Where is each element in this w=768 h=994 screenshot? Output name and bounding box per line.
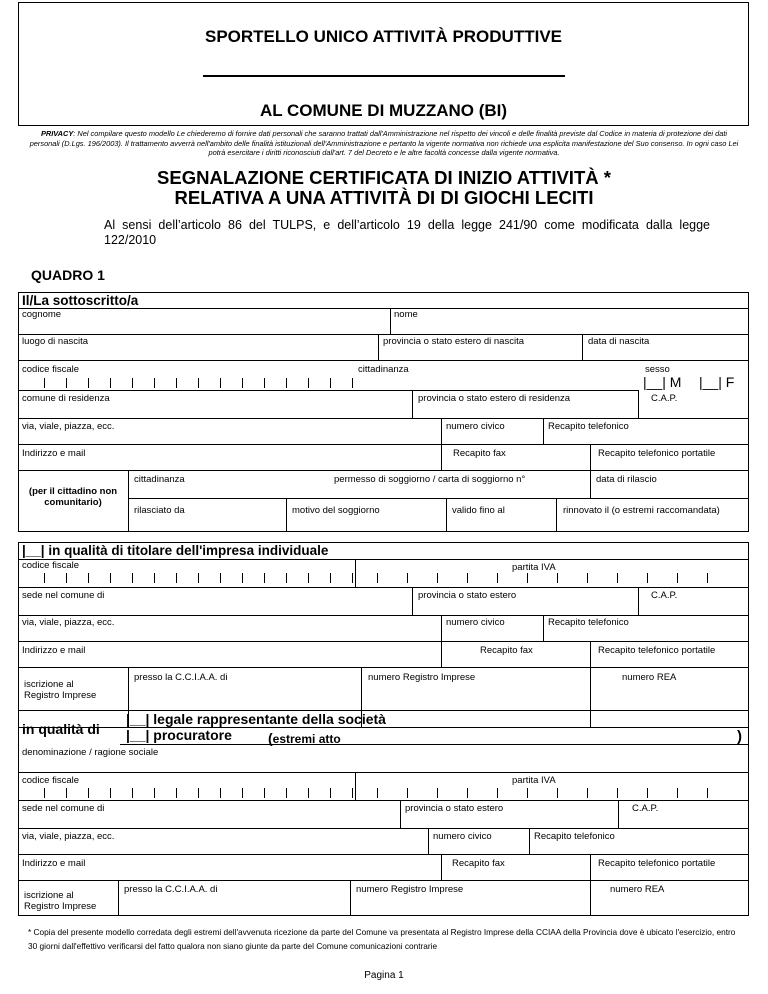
rule bbox=[638, 587, 639, 615]
rule bbox=[543, 418, 544, 444]
label-nome: nome bbox=[394, 309, 418, 320]
rule bbox=[618, 800, 619, 828]
rule bbox=[128, 470, 129, 532]
nome-field[interactable] bbox=[396, 321, 742, 333]
checkbox-titolare[interactable]: |__| in qualità di titolare dell'impresa individuale bbox=[22, 543, 329, 558]
label-iscrizione bbox=[24, 890, 96, 912]
label-non-eu bbox=[18, 486, 128, 508]
label-fax: Recapito fax bbox=[452, 858, 505, 869]
rule bbox=[18, 772, 749, 773]
label-via: via, viale, piazza, ecc. bbox=[22, 617, 115, 628]
label-prov: provincia o stato estero bbox=[405, 803, 504, 814]
label-cciaa: presso la C.C.I.A.A. di bbox=[134, 672, 228, 683]
cell-field[interactable] bbox=[596, 655, 742, 667]
label-num-registro: numero Registro Imprese bbox=[356, 884, 464, 895]
label-sesso: sesso bbox=[645, 364, 670, 375]
partita-iva-boxes[interactable] bbox=[377, 788, 708, 798]
label-email: Indirizzo e mail bbox=[22, 858, 86, 869]
rule bbox=[582, 334, 583, 360]
via-field[interactable] bbox=[24, 841, 422, 853]
email-field[interactable] bbox=[24, 868, 434, 880]
footnote: * Copia del presente modello corredata degli estremi dell'avvenuta ricezione da parte del Comune va presentata al Registro Imprese della CCIAA della Provincia dove è ubicato l'esercizio, entro 30 giorni dall'effettivo verificarsi del fatto qualora non siano giunte da parte del Comune comunicazioni contrarie bbox=[28, 927, 736, 951]
label-cell: Recapito telefonico portatile bbox=[598, 645, 716, 656]
rule bbox=[441, 615, 442, 641]
label-permesso: permesso di soggiorno / carta di soggiorno n° bbox=[334, 474, 526, 485]
estremi-text: estremi atto bbox=[272, 732, 341, 746]
cap-field[interactable] bbox=[624, 814, 742, 826]
rule bbox=[286, 498, 287, 532]
rule bbox=[590, 444, 591, 470]
label-email: Indirizzo e mail bbox=[22, 645, 86, 656]
rule bbox=[18, 418, 749, 419]
rule bbox=[556, 498, 557, 532]
label-via: via, viale, piazza, ecc. bbox=[22, 421, 115, 432]
sede-field[interactable] bbox=[24, 814, 394, 826]
label-iscrizione-line1: iscrizione al bbox=[24, 679, 74, 690]
label-ne-cittadinanza: cittadinanza bbox=[134, 474, 185, 485]
cap-field[interactable] bbox=[644, 601, 742, 613]
prov-residenza-field[interactable] bbox=[418, 404, 632, 416]
rule bbox=[428, 828, 429, 854]
rule bbox=[543, 615, 544, 641]
label-sede: sede nel comune di bbox=[22, 590, 105, 601]
label-cciaa: presso la C.C.I.A.A. di bbox=[124, 884, 218, 895]
cciaa-field[interactable] bbox=[124, 899, 344, 911]
document-title-line2: RELATIVA A UNA ATTIVITÀ DI DI GIOCHI LECITI bbox=[174, 187, 594, 208]
estremi-atto-field[interactable] bbox=[352, 730, 732, 744]
data-rilascio-field[interactable] bbox=[596, 485, 742, 497]
codice-fiscale-boxes[interactable] bbox=[44, 378, 353, 388]
label-comune-residenza: comune di residenza bbox=[22, 393, 110, 404]
privacy-label: PRIVACY bbox=[40, 129, 74, 138]
label-cap: C.A.P. bbox=[651, 393, 678, 404]
label-non-eu-line1: (per il cittadino non bbox=[28, 486, 118, 497]
valido-field[interactable] bbox=[452, 518, 550, 530]
label-data-nascita: data di nascita bbox=[588, 336, 650, 347]
codice-fiscale-boxes[interactable] bbox=[44, 573, 353, 583]
label-rinnovato: rinnovato il (o estremi raccomandata) bbox=[563, 505, 720, 516]
rule bbox=[441, 854, 442, 880]
rule bbox=[355, 559, 356, 587]
privacy-notice bbox=[28, 129, 740, 158]
label-numero-civico: numero civico bbox=[446, 617, 505, 628]
numero-civico-field[interactable] bbox=[446, 431, 538, 443]
label-cap: C.A.P. bbox=[651, 590, 678, 601]
header-divider bbox=[203, 75, 565, 77]
rea-field[interactable] bbox=[596, 899, 742, 911]
rule bbox=[120, 744, 749, 745]
rule bbox=[350, 880, 351, 916]
rule bbox=[18, 800, 749, 801]
intro-text: Al sensi dell’articolo 86 del TULPS, e dell’articolo 19 della legge 241/90 come modificata dalla legge 122/2010 bbox=[104, 218, 710, 247]
label-rilasciato-da: rilasciato da bbox=[134, 505, 185, 516]
label-cap: C.A.P. bbox=[632, 803, 659, 814]
cap-residenza-field[interactable] bbox=[644, 404, 742, 416]
numero-civico-field[interactable] bbox=[434, 841, 524, 853]
label-codice-fiscale: codice fiscale bbox=[22, 560, 80, 571]
motivo-field[interactable] bbox=[292, 518, 440, 530]
estremi-open: ( bbox=[268, 730, 273, 746]
cognome-field[interactable] bbox=[24, 321, 384, 333]
quadro-label: QUADRO 1 bbox=[31, 267, 105, 283]
label-prov: provincia o stato estero bbox=[418, 590, 517, 601]
rule bbox=[118, 880, 119, 916]
rule bbox=[590, 470, 591, 498]
document-title-line1: SEGNALAZIONE CERTIFICATA DI INIZIO ATTIVITÀ * bbox=[157, 167, 611, 188]
prov-field[interactable] bbox=[418, 601, 632, 613]
rule bbox=[18, 641, 749, 642]
label-iscrizione-line2: Registro Imprese bbox=[24, 690, 97, 701]
rule bbox=[446, 498, 447, 532]
rule bbox=[18, 615, 749, 616]
label-sede: sede nel comune di bbox=[22, 803, 105, 814]
label-fax: Recapito fax bbox=[453, 448, 506, 459]
rule bbox=[390, 308, 391, 334]
sede-field[interactable] bbox=[24, 601, 406, 613]
label-recapito-tel: Recapito telefonico bbox=[548, 617, 629, 628]
label-recapito-tel: Recapito telefonico bbox=[534, 831, 615, 842]
rule bbox=[18, 854, 749, 855]
rule bbox=[18, 559, 749, 560]
permesso-field[interactable] bbox=[334, 485, 584, 497]
label-cittadinanza: cittadinanza bbox=[358, 364, 409, 375]
prov-field[interactable] bbox=[406, 814, 612, 826]
label-prov-nascita: provincia o stato estero di nascita bbox=[383, 336, 524, 347]
rule bbox=[638, 390, 639, 418]
cittadinanza-field[interactable] bbox=[358, 377, 628, 389]
rule bbox=[590, 880, 591, 916]
label-codice-fiscale: codice fiscale bbox=[22, 364, 80, 375]
partita-iva-boxes[interactable] bbox=[377, 573, 708, 583]
rule bbox=[441, 641, 442, 667]
label-fax: Recapito fax bbox=[480, 645, 533, 656]
privacy-text: : Nel compilare questo modello Le chiederemo di fornire dati personali che saranno trattati dall'Amministrazione nel rispetto dei vincoli e delle finalità previste dal Codice in materia di protezione dei dati personali (D.Lgs. 196/2003). Il trattamento avverrà nell'ambito delle finalità istituzionali dell'Amministrazione e pertanto la vigente normativa non richiede una esplicita manifestazione del Suo consenso. In ogni caso Lei potrà esercitare i diritti riconosciuti dall'art. 7 del Decreto e le altre facoltà concesse dalla vigente normativa. bbox=[29, 129, 739, 157]
recapito-tel-field[interactable] bbox=[534, 841, 742, 853]
label-cell: Recapito telefonico portatile bbox=[598, 448, 716, 459]
label-numero-civico: numero civico bbox=[446, 421, 505, 432]
via-field[interactable] bbox=[24, 431, 434, 443]
data-nascita-field[interactable] bbox=[588, 347, 742, 359]
rule bbox=[18, 828, 749, 829]
label-iscrizione bbox=[24, 679, 96, 701]
rule bbox=[18, 360, 749, 361]
rule bbox=[441, 418, 442, 444]
checkbox-procuratore[interactable]: |__| procuratore bbox=[126, 727, 232, 743]
luogo-nascita-field[interactable] bbox=[24, 347, 372, 359]
fax-field[interactable] bbox=[446, 655, 584, 667]
rule bbox=[128, 498, 749, 499]
rule bbox=[412, 587, 413, 615]
sesso-m-checkbox[interactable]: |__| M bbox=[643, 374, 682, 390]
label-denominazione: denominazione / ragione sociale bbox=[22, 747, 159, 758]
label-iscrizione-line2: Registro Imprese bbox=[24, 901, 97, 912]
rule bbox=[441, 444, 442, 470]
label-iscrizione-line1: iscrizione al bbox=[24, 890, 74, 901]
label-data-rilascio: data di rilascio bbox=[596, 474, 657, 485]
via-field[interactable] bbox=[24, 628, 434, 640]
rule bbox=[378, 334, 379, 360]
checkbox-legale[interactable]: |__| legale rappresentante della società bbox=[126, 711, 386, 727]
label-cell: Recapito telefonico portatile bbox=[598, 858, 716, 869]
prov-nascita-field[interactable] bbox=[384, 347, 576, 359]
email-field[interactable] bbox=[24, 458, 434, 470]
label-in-qualita: in qualità di bbox=[22, 721, 100, 737]
rule bbox=[18, 390, 638, 391]
label-partita-iva: partita IVA bbox=[512, 562, 556, 573]
cell-field[interactable] bbox=[596, 458, 742, 470]
label-numero-civico: numero civico bbox=[433, 831, 492, 842]
label-cognome: cognome bbox=[22, 309, 62, 320]
rule bbox=[18, 587, 749, 588]
email-field[interactable] bbox=[24, 655, 434, 667]
rule bbox=[18, 334, 749, 335]
rinnovato-field[interactable] bbox=[562, 518, 742, 530]
numero-civico-field[interactable] bbox=[446, 628, 538, 640]
label-luogo-nascita: luogo di nascita bbox=[22, 336, 89, 347]
rule bbox=[590, 854, 591, 880]
cell-field[interactable] bbox=[596, 868, 742, 880]
label-codice-fiscale: codice fiscale bbox=[22, 775, 80, 786]
comune-residenza-field[interactable] bbox=[24, 404, 406, 416]
fax-field[interactable] bbox=[446, 868, 584, 880]
rule bbox=[412, 390, 413, 418]
fax-field[interactable] bbox=[446, 458, 584, 470]
recapito-tel-field[interactable] bbox=[548, 628, 742, 640]
section-sottoscritto-title: Il/La sottoscritto/a bbox=[22, 293, 139, 308]
denominazione-field[interactable] bbox=[24, 758, 742, 770]
sesso-f-checkbox[interactable]: |__| F bbox=[699, 374, 735, 390]
ne-cittadinanza-field[interactable] bbox=[134, 485, 324, 497]
rule bbox=[590, 641, 591, 667]
header-municipality: AL COMUNE DI MUZZANO (BI) bbox=[259, 101, 508, 120]
document-title bbox=[0, 168, 768, 208]
codice-fiscale-boxes[interactable] bbox=[44, 788, 353, 798]
estremi-close: ) bbox=[737, 728, 742, 745]
label-motivo: motivo del soggiorno bbox=[292, 505, 380, 516]
recapito-tel-field[interactable] bbox=[548, 431, 742, 443]
header-title: SPORTELLO UNICO ATTIVITÀ PRODUTTIVE bbox=[205, 27, 562, 46]
rilasciato-da-field[interactable] bbox=[134, 518, 280, 530]
rule bbox=[18, 880, 749, 881]
rule bbox=[355, 772, 356, 800]
rule bbox=[18, 444, 749, 445]
label-num-registro: numero Registro Imprese bbox=[368, 672, 476, 683]
label-recapito-tel: Recapito telefonico bbox=[548, 421, 629, 432]
label-rea: numero REA bbox=[622, 672, 677, 683]
label-partita-iva: partita IVA bbox=[512, 775, 556, 786]
label-non-eu-line2: comunitario) bbox=[44, 497, 102, 508]
label-email: Indirizzo e mail bbox=[22, 448, 86, 459]
rule bbox=[529, 828, 530, 854]
page-number: Pagina 1 bbox=[364, 970, 404, 981]
label-via: via, viale, piazza, ecc. bbox=[22, 831, 115, 842]
label-rea: numero REA bbox=[610, 884, 665, 895]
label-valido: valido fino al bbox=[452, 505, 505, 516]
rule bbox=[400, 800, 401, 828]
num-registro-field[interactable] bbox=[356, 899, 584, 911]
rule bbox=[18, 308, 749, 309]
label-prov-residenza: provincia o stato estero di residenza bbox=[418, 393, 571, 404]
